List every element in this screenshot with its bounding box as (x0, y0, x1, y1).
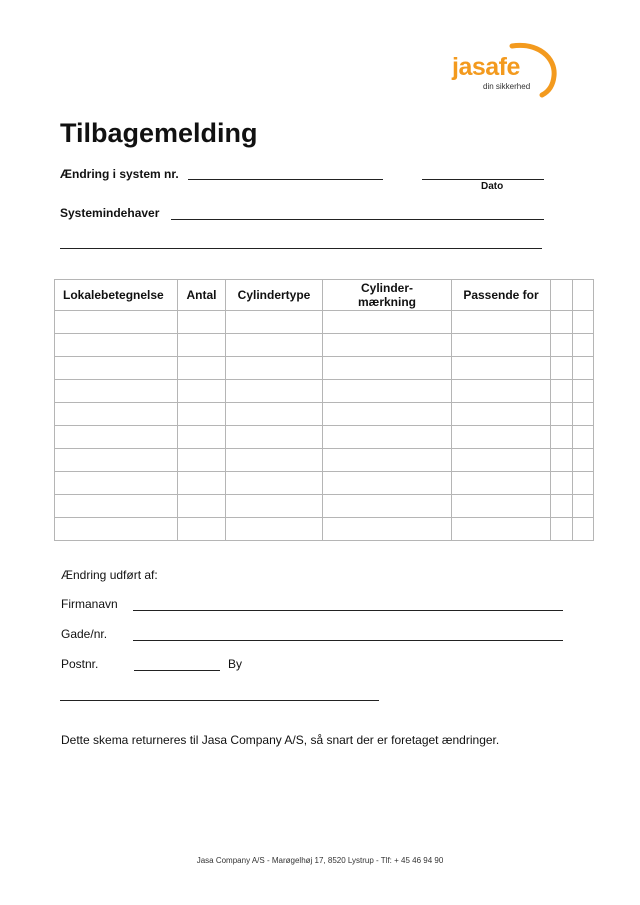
logo-wordmark: jasafe (452, 53, 520, 81)
table-cell[interactable] (178, 311, 226, 334)
table-cell[interactable] (573, 518, 594, 541)
system-nr-label: Ændring i system nr. (60, 167, 179, 181)
table-cell[interactable] (55, 518, 178, 541)
header-antal: Antal (178, 280, 226, 311)
table-cell[interactable] (226, 426, 323, 449)
table-cell[interactable] (551, 449, 573, 472)
table-cell[interactable] (551, 403, 573, 426)
table-cell[interactable] (226, 472, 323, 495)
table-cell[interactable] (573, 403, 594, 426)
table-cell[interactable] (573, 449, 594, 472)
postal-label: Postnr. (61, 657, 99, 671)
company-label: Firmanavn (61, 597, 118, 611)
table-header-row (55, 280, 594, 311)
postal-field[interactable] (134, 670, 220, 671)
table-cell[interactable] (551, 334, 573, 357)
system-nr-field[interactable] (188, 179, 383, 180)
logo-tagline: din sikkerhed (483, 82, 531, 91)
table-cell[interactable] (226, 357, 323, 380)
table-cell[interactable] (551, 380, 573, 403)
table-cell[interactable] (178, 495, 226, 518)
header-lokalebetegnelse: Lokalebetegnelse (55, 280, 178, 311)
table-cell[interactable] (452, 495, 551, 518)
date-field[interactable] (422, 179, 544, 180)
page-footer: Jasa Company A/S - Marøgelhøj 17, 8520 Lystrup - Tlf: + 45 46 94 90 (196, 856, 444, 865)
table-cell[interactable] (55, 449, 178, 472)
table-cell[interactable] (226, 311, 323, 334)
table-cell[interactable] (55, 334, 178, 357)
table-cell[interactable] (323, 380, 452, 403)
table-cell[interactable] (573, 334, 594, 357)
table-cell[interactable] (226, 495, 323, 518)
header-passende-for: Passende for (452, 280, 551, 311)
company-field[interactable] (133, 610, 563, 611)
table-cell[interactable] (551, 426, 573, 449)
table-cell[interactable] (452, 311, 551, 334)
table-cell[interactable] (55, 357, 178, 380)
table-cell[interactable] (573, 357, 594, 380)
table-row (55, 403, 594, 426)
table-cell[interactable] (573, 380, 594, 403)
table-cell[interactable] (323, 311, 452, 334)
header-extra-1 (551, 280, 573, 311)
table-cell[interactable] (452, 426, 551, 449)
table-cell[interactable] (551, 472, 573, 495)
table-cell[interactable] (323, 357, 452, 380)
table-cell[interactable] (178, 518, 226, 541)
table-cell[interactable] (452, 334, 551, 357)
table-cell[interactable] (323, 426, 452, 449)
table-row (55, 518, 594, 541)
owner-field[interactable] (171, 219, 544, 220)
table-cell[interactable] (323, 518, 452, 541)
table-row (55, 449, 594, 472)
owner-label: Systemindehaver (60, 206, 160, 220)
table-cell[interactable] (55, 311, 178, 334)
performed-by-heading: Ændring udført af: (61, 568, 158, 582)
table-row (55, 472, 594, 495)
table-cell[interactable] (551, 311, 573, 334)
table-cell[interactable] (573, 426, 594, 449)
table-cell[interactable] (452, 380, 551, 403)
table-cell[interactable] (226, 518, 323, 541)
street-field[interactable] (133, 640, 563, 641)
street-label: Gade/nr. (61, 627, 108, 641)
header-cylindermaerkning: Cylinder- mærkning (323, 280, 452, 311)
table-cell[interactable] (178, 403, 226, 426)
table-cell[interactable] (178, 426, 226, 449)
table-cell[interactable] (323, 449, 452, 472)
table-cell[interactable] (55, 426, 178, 449)
table-cell[interactable] (178, 334, 226, 357)
city-label: By (228, 657, 243, 671)
table-cell[interactable] (178, 380, 226, 403)
company-logo (450, 40, 560, 98)
owner-field-line-2[interactable] (60, 248, 542, 249)
table-cell[interactable] (573, 472, 594, 495)
table-cell[interactable] (178, 449, 226, 472)
table-cell[interactable] (452, 403, 551, 426)
table-row (55, 380, 594, 403)
table-cell[interactable] (55, 495, 178, 518)
table-cell[interactable] (178, 357, 226, 380)
table-cell[interactable] (226, 403, 323, 426)
table-cell[interactable] (573, 495, 594, 518)
table-row (55, 357, 594, 380)
table-cell[interactable] (226, 334, 323, 357)
table-cell[interactable] (323, 472, 452, 495)
table-row (55, 495, 594, 518)
cylinder-table (54, 279, 594, 541)
table-cell[interactable] (452, 357, 551, 380)
return-notice: Dette skema returneres til Jasa Company A/S, så snart der er foretaget ændringer. (61, 733, 500, 747)
table-cell[interactable] (551, 495, 573, 518)
signature-field[interactable] (60, 700, 379, 701)
table-row (55, 311, 594, 334)
header-cylindertype: Cylindertype (226, 280, 323, 311)
table-cell[interactable] (178, 472, 226, 495)
table-cell[interactable] (323, 495, 452, 518)
table-cell[interactable] (226, 380, 323, 403)
table-cell[interactable] (55, 472, 178, 495)
table-cell[interactable] (452, 449, 551, 472)
table-cell[interactable] (573, 311, 594, 334)
table-cell[interactable] (55, 380, 178, 403)
table-cell[interactable] (452, 472, 551, 495)
table-row (55, 334, 594, 357)
table-cell[interactable] (226, 449, 323, 472)
table-cell[interactable] (551, 518, 573, 541)
header-extra-2 (573, 280, 594, 311)
page-title: Tilbagemelding (60, 118, 258, 148)
table-cell[interactable] (551, 357, 573, 380)
table-cell[interactable] (55, 403, 178, 426)
table-cell[interactable] (323, 334, 452, 357)
table-cell[interactable] (452, 518, 551, 541)
date-label: Dato (481, 181, 504, 192)
table-row (55, 426, 594, 449)
table-cell[interactable] (323, 403, 452, 426)
